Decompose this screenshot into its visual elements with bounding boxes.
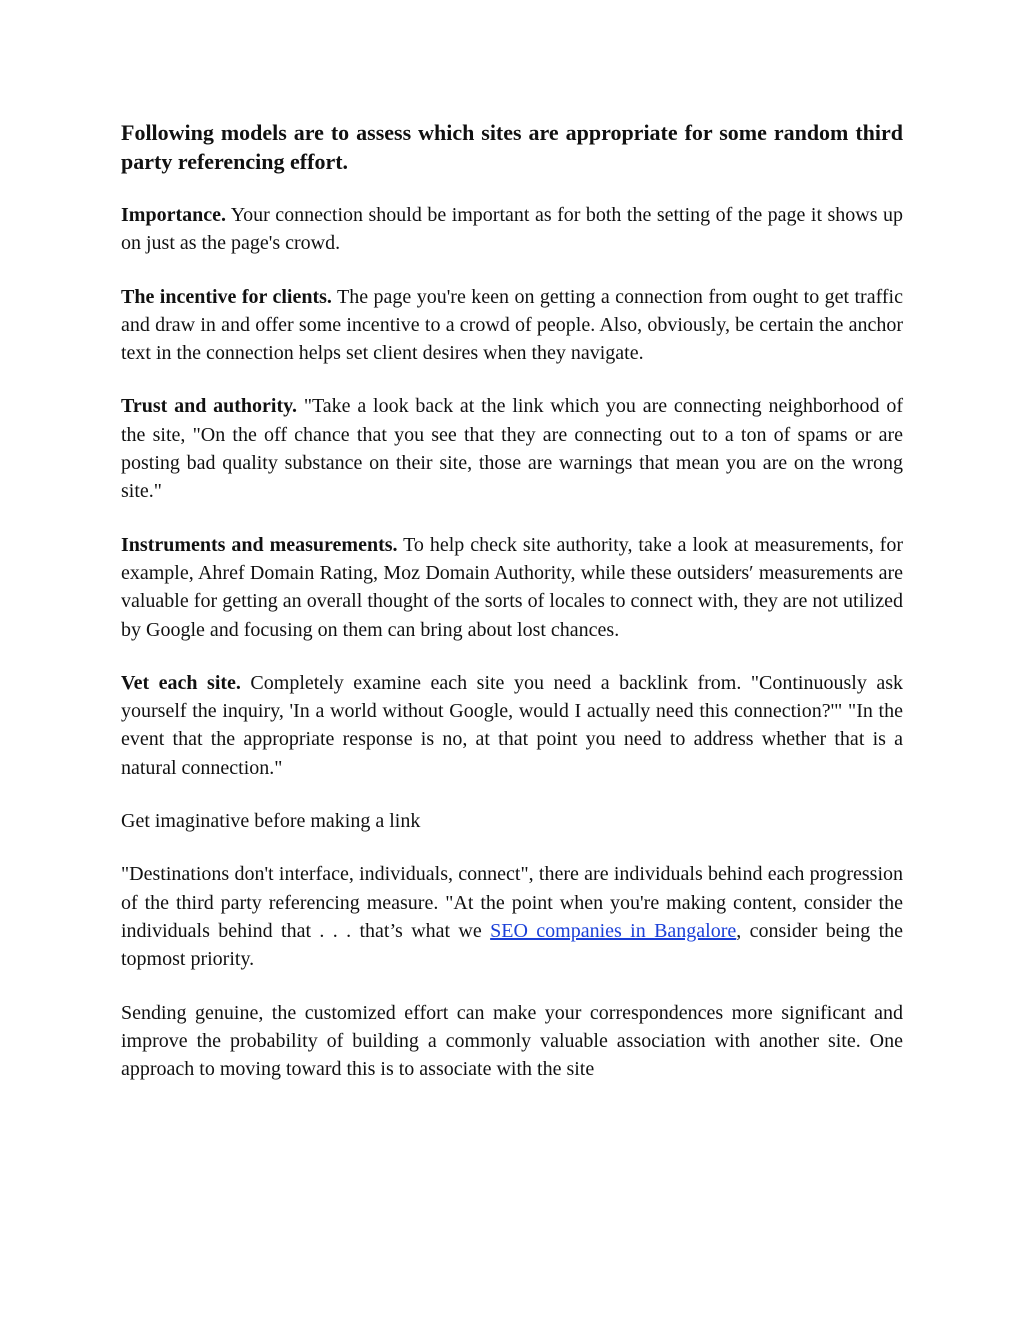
paragraph-sending: Sending genuine, the customized effort can make your correspondences more significant and improve the probability of building a commonly valuable association with another site. One approach to moving toward this is to associate with the site — [121, 1001, 903, 1081]
paragraph-trust — [121, 392, 903, 505]
document-page — [121, 118, 903, 1108]
paragraph-lead: Importance. — [121, 204, 226, 226]
paragraph-lead: Vet each site. — [121, 671, 241, 694]
subheading: Get imaginative before making a link — [121, 810, 421, 833]
paragraph-text: The page you're keen on getting a connection from ought to get traffic and draw in and offer some incentive to a crowd of people. Also, obviously, be certain the anchor text in the connection helps set client desires when they navigate. — [121, 285, 903, 365]
document-heading: Following models are to assess which sites are appropriate for some random third party referencing effort. — [121, 120, 903, 174]
paragraph-text: "Take a look back at the link which you are connecting neighborhood of the site, "On the off chance that you see that they are connecting out to a ton of spams or are posting bad quality substance on their site, those are warnings that mean you are on the wrong site." — [121, 395, 903, 503]
paragraph-vet — [121, 669, 903, 782]
paragraph-text-before-link: "Destinations don't interface, individuals, connect", there are individuals behind each progression of the third party referencing measure. "At the point when you're making content, consider the individuals behind that . . . that’s what we — [121, 863, 903, 942]
paragraph-text: Completely examine each site you need a backlink from. "Continuously ask yourself the inquiry, 'In a world without Google, would I actually need this connection?'" "In the event that the appropriate response is no, at that point you need to address whether that is a natural connection." — [121, 671, 903, 779]
paragraph-text: To help check site authority, take a look at measurements, for example, Ahref Domain Rating, Moz Domain Authority, while these outsiders′ measurements are valuable for getting an overall thought of the sorts of locales to connect with, they are not utilized by Google and focusing on them can bring about lost chances. — [121, 533, 904, 641]
paragraph-lead: Instruments and measurements. — [121, 533, 398, 556]
paragraph-destinations — [121, 860, 903, 973]
paragraph-instruments — [121, 531, 903, 644]
paragraph-importance — [121, 201, 903, 258]
paragraph-text-after-link: , consider being the topmost priority. — [121, 919, 903, 971]
paragraph-lead: Trust and authority. — [121, 395, 298, 418]
paragraph-text: Your connection should be important as for both the setting of the page it shows up on just as the page's crowd. — [121, 204, 903, 255]
paragraph-lead: The incentive for clients. — [121, 285, 332, 308]
paragraph-incentive — [121, 283, 903, 368]
seo-companies-link[interactable]: SEO companies in Bangalore — [490, 919, 737, 942]
